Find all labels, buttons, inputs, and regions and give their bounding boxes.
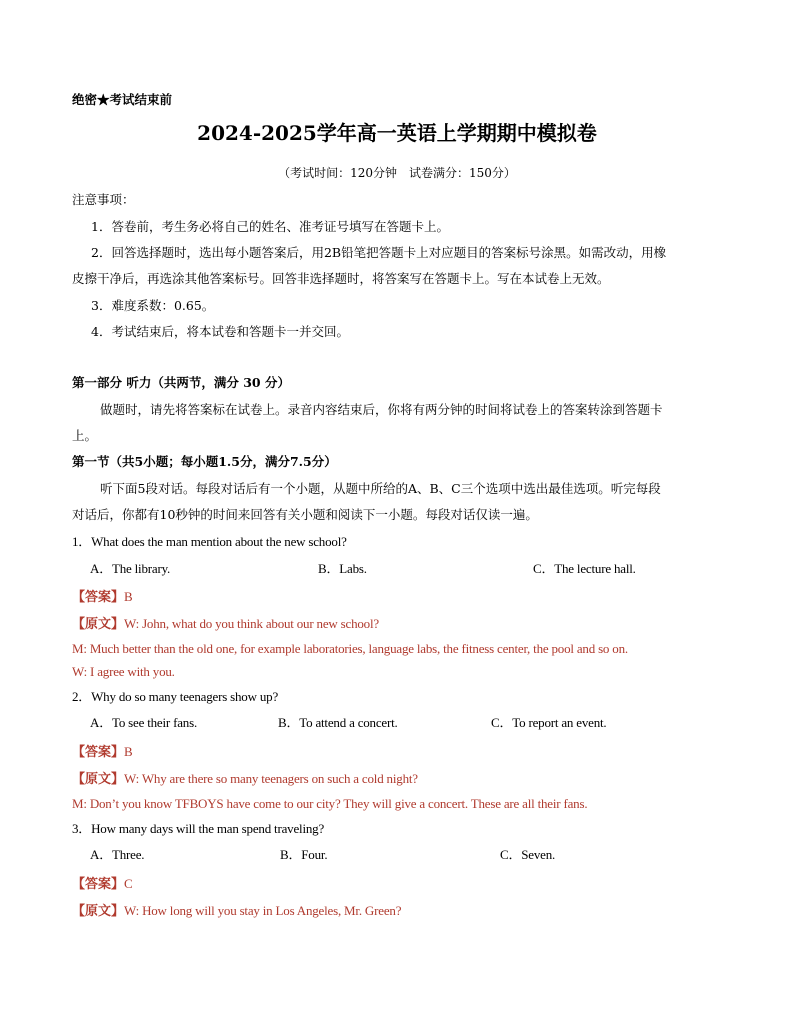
question-3-stem: 3．How many days will the man spend traveling?: [72, 821, 325, 836]
question-2-transcript-line2: M: Don’t you know TFBOYS have come to our city? They will give a concert. These are all their fans.: [72, 796, 588, 811]
notice-item-1: 1．答卷前，考生务必将自己的姓名、准考证号填写在答题卡上。: [91, 219, 449, 234]
question-1-answer: [72, 588, 133, 604]
question-2-answer: [72, 743, 133, 759]
transcript-text: W: How long will you stay in Los Angeles, Mr. Green?: [124, 903, 402, 918]
question-1-option-c: C．The lecture hall.: [533, 561, 636, 576]
section1-intro-line2: 对话后，你都有10秒钟的时间来回答有关小题和阅读下一小题。每段对话仅读一遍。: [72, 507, 538, 522]
transcript-text: W: John, what do you think about our new school?: [124, 616, 379, 631]
page-title: 2024-2025学年高一英语上学期期中模拟卷: [197, 121, 597, 145]
question-1-option-b: B．Labs.: [318, 561, 367, 576]
confidential-label: 绝密★考试结束前: [72, 92, 173, 107]
question-2-option-b: B．To attend a concert.: [278, 715, 398, 730]
exam-info-subtitle: （考试时间：120分钟 试卷满分：150分）: [278, 166, 516, 180]
notice-heading: 注意事项：: [72, 192, 135, 207]
notice-item-4: 4．考试结束后，将本试卷和答题卡一并交回。: [91, 324, 349, 339]
notice-item-3: 3．难度系数：0.65。: [91, 298, 215, 313]
question-2-stem: 2．Why do so many teenagers show up?: [72, 689, 279, 704]
question-1-stem: 1．What does the man mention about the new school?: [72, 534, 347, 549]
transcript-text: W: Why are there so many teenagers on such a cold night?: [124, 771, 418, 786]
question-2-transcript-line1: [72, 770, 418, 786]
question-3-transcript-line1: [72, 902, 401, 918]
answer-value: B: [124, 589, 133, 604]
question-3-option-b: B．Four.: [280, 847, 328, 862]
question-2-option-a: A．To see their fans.: [90, 715, 198, 730]
part1-intro-line2: 上。: [72, 428, 98, 443]
transcript-tag: 【原文】: [72, 617, 125, 632]
question-2-option-c: C．To report an event.: [491, 715, 607, 730]
question-1-transcript-line3: W: I agree with you.: [72, 664, 175, 679]
section1-heading: 第一节（共5小题；每小题1.5分，满分7.5分）: [72, 454, 337, 469]
question-1-option-a: A．The library.: [90, 561, 171, 576]
question-3-answer: [72, 875, 133, 891]
answer-tag: 【答案】: [72, 877, 125, 892]
question-3-option-c: C．Seven.: [500, 847, 556, 862]
answer-tag: 【答案】: [72, 590, 125, 605]
answer-value: C: [124, 876, 133, 891]
question-1-transcript-line2: M: Much better than the old one, for example laboratories, language labs, the fitness center, the pool and so on.: [72, 641, 628, 656]
answer-value: B: [124, 744, 133, 759]
transcript-tag: 【原文】: [72, 772, 125, 787]
part1-intro-line1: 做题时，请先将答案标在试卷上。录音内容结束后，你将有两分钟的时间将试卷上的答案转涂到答题卡: [100, 402, 663, 417]
section1-intro-line1: 听下面5段对话。每段对话后有一个小题，从题中所给的A、B、C三个选项中选出最佳选项。听完每段: [100, 481, 661, 496]
part1-heading: 第一部分 听力（共两节，满分 30 分）: [72, 375, 290, 390]
answer-tag: 【答案】: [72, 745, 125, 760]
notice-item-2: 2．回答选择题时，选出每小题答案后，用2B铅笔把答题卡上对应题目的答案标号涂黑。如需改动，用橡: [91, 245, 667, 260]
question-1-transcript-line1: [72, 615, 379, 631]
transcript-tag: 【原文】: [72, 904, 125, 919]
notice-item-2-cont: 皮擦干净后，再选涂其他答案标号。回答非选择题时，将答案写在答题卡上。写在本试卷上无效。: [72, 271, 610, 286]
question-3-option-a: A．Three.: [90, 847, 145, 862]
